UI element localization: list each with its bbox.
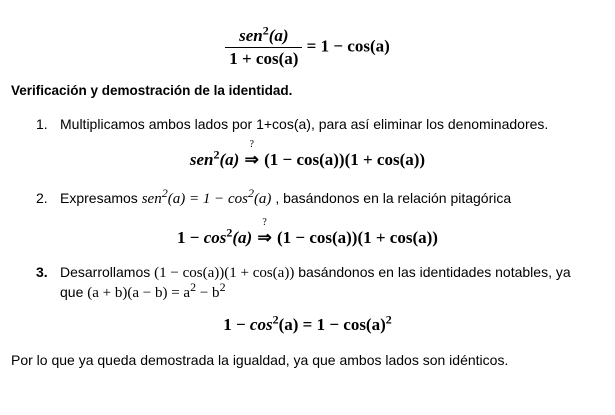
step-2-text: Expresamos $sen^2(a) = 1 - \cos^2(a)$ , basándonos en la relación pitagórica <box>60 186 512 207</box>
section-heading: Verificación y demostración de la identidad. <box>11 83 293 98</box>
top-identity-formula <box>0 23 615 69</box>
step-2-number: 2. <box>36 190 48 206</box>
step-3-text-line2: que $(a + b)(a - b) = a^2 - b^2$ <box>60 280 226 301</box>
fraction-denominator: 1 + cos(a) <box>229 49 299 68</box>
implies-question-arrow: ? ⇒ <box>257 217 272 247</box>
step-2-equation: $1 - \cos^2(a)$ ? ⇒ (1 − cos(a))(1 + cos(a)) <box>177 217 438 247</box>
inline-pythagorean-identity: $sen^2(a) = 1 - \cos^2(a)$ <box>141 186 272 207</box>
step-3-equation: $1 - \cos^2(a) = 1 - \cos(a)^2$ <box>223 312 392 334</box>
fraction <box>225 23 302 69</box>
step-1-text: Multiplicamos ambos lados por 1+cos(a), para así eliminar los denominadores. <box>60 116 549 132</box>
inline-product-expression: (1 − cos(a))(1 + cos(a)) <box>154 265 295 281</box>
top-formula-rhs: = 1 − cos(a) <box>306 36 390 56</box>
step-3-number: 3. <box>36 264 48 280</box>
implies-question-arrow: ? ⇒ <box>244 139 259 169</box>
step-1-number: 1. <box>36 116 48 132</box>
step-3-text: Desarrollamos (1 − cos(a))(1 + cos(a)) basándonos en las identidades notables, ya <box>60 264 571 281</box>
inline-notable-identity: $(a + b)(a - b) = a^2 - b^2$ <box>87 280 226 301</box>
conclusion-text: Por lo que ya queda demostrada la igualdad, ya que ambos lados son idénticos. <box>11 352 509 368</box>
fraction-numerator: sen$^2$(a) <box>225 26 302 48</box>
step-1-equation: sen$^2$(a) ? ⇒ (1 − cos(a))(1 + cos(a)) <box>189 139 426 169</box>
